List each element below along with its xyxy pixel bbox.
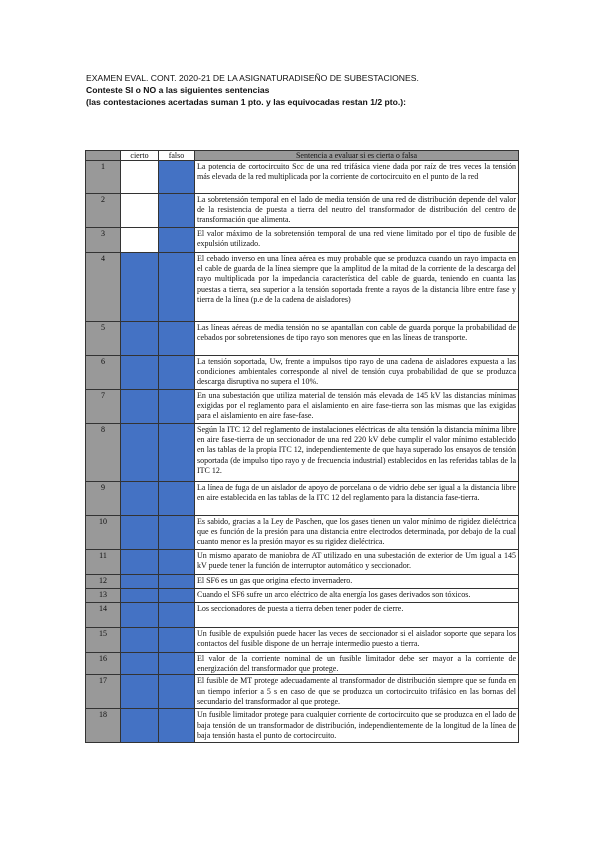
answer-cierto-cell[interactable] bbox=[121, 390, 159, 424]
question-number: 11 bbox=[86, 550, 121, 575]
answer-cierto-cell[interactable] bbox=[121, 628, 159, 653]
header-sentence: Sentencia a evaluar si es cierta o falsa bbox=[195, 151, 519, 161]
question-sentence: Cuando el SF6 sufre un arco eléctrico de alta energía los gases derivados son tóxicos. bbox=[195, 589, 519, 603]
answer-falso-cell[interactable] bbox=[159, 161, 195, 194]
question-sentence: Es sabido, gracias a la Ley de Paschen, que los gases tienen un valor mínimo de rigidez dieléctrica que es función de la presión para una distancia entre electrodos determinada, por debajo de la cual cuanto menor es la presión mayor es su rigidez dieléctrica. bbox=[195, 516, 519, 550]
answer-falso-cell[interactable] bbox=[159, 482, 195, 516]
table-row bbox=[86, 550, 519, 575]
answer-falso-cell[interactable] bbox=[159, 424, 195, 482]
answer-falso-cell[interactable] bbox=[159, 390, 195, 424]
question-sentence: Un mismo aparato de maniobra de AT utilizado en una subestación de exterior de Um igual a 145 kV puede tener la función de interruptor automático y seccionador. bbox=[195, 550, 519, 575]
answer-falso-cell[interactable] bbox=[159, 653, 195, 675]
answer-falso-cell[interactable] bbox=[159, 709, 195, 743]
question-sentence: Las líneas aéreas de media tensión no se apantallan con cable de guarda porque la probabilidad de cebados por sobretensiones de tipo rayo son menores que en las líneas de transporte. bbox=[195, 322, 519, 356]
question-number: 10 bbox=[86, 516, 121, 550]
question-sentence: El valor máximo de la sobretensión temporal de una red viene limitado por el tipo de fusible de expulsión utilizado. bbox=[195, 228, 519, 253]
answer-cierto-cell[interactable] bbox=[121, 516, 159, 550]
answer-falso-cell[interactable] bbox=[159, 356, 195, 390]
question-number: 18 bbox=[86, 709, 121, 743]
table-row bbox=[86, 589, 519, 603]
table-row bbox=[86, 482, 519, 516]
table-header-row bbox=[86, 151, 519, 161]
question-number: 13 bbox=[86, 589, 121, 603]
table-row bbox=[86, 516, 519, 550]
table-row bbox=[86, 322, 519, 356]
question-number: 17 bbox=[86, 675, 121, 709]
question-sentence: La sobretensión temporal en el lado de media tensión de una red de distribución depende del valor de la resistencia de puesta a tierra del neutro del transformador de distribución del centro de transformación que alimenta. bbox=[195, 194, 519, 228]
question-number: 14 bbox=[86, 603, 121, 628]
answer-falso-cell[interactable] bbox=[159, 194, 195, 228]
table-row bbox=[86, 390, 519, 424]
question-sentence: En una subestación que utiliza material de tensión más elevada de 145 kV las distancias mínimas exigidas por el reglamento para el aislamiento en aire fase-tierra son las mismas que las exigidas para el aislamiento en aire fase-fase. bbox=[195, 390, 519, 424]
exam-scoring-note: (las contestaciones acertadas suman 1 pto. y las equivocadas restan 1/2 pto.): bbox=[86, 97, 406, 107]
question-sentence: Los seccionadores de puesta a tierra deben tener poder de cierre. bbox=[195, 603, 519, 628]
exam-questions-table bbox=[85, 150, 519, 743]
answer-falso-cell[interactable] bbox=[159, 550, 195, 575]
answer-cierto-cell[interactable] bbox=[121, 424, 159, 482]
table-row bbox=[86, 675, 519, 709]
header-number bbox=[86, 151, 121, 161]
question-number: 7 bbox=[86, 390, 121, 424]
answer-cierto-cell[interactable] bbox=[121, 653, 159, 675]
answer-cierto-cell[interactable] bbox=[121, 322, 159, 356]
answer-cierto-cell[interactable] bbox=[121, 575, 159, 589]
question-number: 6 bbox=[86, 356, 121, 390]
answer-cierto-cell[interactable] bbox=[121, 161, 159, 194]
question-number: 4 bbox=[86, 253, 121, 322]
table-row bbox=[86, 603, 519, 628]
table-row bbox=[86, 424, 519, 482]
question-sentence: El fusible de MT protege adecuadamente al transformador de distribución siempre que se funda en un tiempo inferior a 5 s en caso de que se produzca un cortocircuito trifásico en las bornas del secundario del transformador al que protege. bbox=[195, 675, 519, 709]
question-number: 5 bbox=[86, 322, 121, 356]
question-sentence: Según la ITC 12 del reglamento de instalaciones eléctricas de alta tensión la distancia mínima libre en aire fase-tierra de un seccionador de una red 220 kV debe cumplir el valor mínimo establecido en las tablas de la propia ITC 12, independientemente de que haya superado los ensayos de tensión soportada (de impulso tipo rayo y de frecuencia industrial) establecidos en las referidas tablas de la ITC 12. bbox=[195, 424, 519, 482]
answer-falso-cell[interactable] bbox=[159, 228, 195, 253]
question-sentence: El cebado inverso en una línea aérea es muy probable que se produzca cuando un rayo impacta en el cable de guarda de la línea siempre que la amplitud de la mitad de la corriente de la descarga del rayo multiplicada por la impedancia característica del cable de guarda, teniendo en cuanta las puestas a tierra, sea superior a la tensión soportada frente a rayos de la distancia libre entre fase y tierra de la línea (p.e de la cadena de aisladores) bbox=[195, 253, 519, 322]
answer-falso-cell[interactable] bbox=[159, 628, 195, 653]
answer-cierto-cell[interactable] bbox=[121, 550, 159, 575]
question-sentence: La línea de fuga de un aislador de apoyo de porcelana o de vidrio debe ser igual a la distancia libre en aire establecida en las tablas de la ITC 12 del reglamento para la distancia fase-tierra. bbox=[195, 482, 519, 516]
table-row bbox=[86, 575, 519, 589]
table-row bbox=[86, 628, 519, 653]
table-row bbox=[86, 228, 519, 253]
answer-cierto-cell[interactable] bbox=[121, 253, 159, 322]
question-number: 9 bbox=[86, 482, 121, 516]
answer-cierto-cell[interactable] bbox=[121, 482, 159, 516]
answer-falso-cell[interactable] bbox=[159, 603, 195, 628]
answer-cierto-cell[interactable] bbox=[121, 589, 159, 603]
table-row bbox=[86, 709, 519, 743]
question-number: 3 bbox=[86, 228, 121, 253]
question-sentence: Un fusible limitador protege para cualquier corriente de cortocircuito que se produzca en el lado de baja tensión de un transformador de distribución, independientemente de la longitud de la línea de baja tensión hasta el punto de cortocircuito. bbox=[195, 709, 519, 743]
answer-falso-cell[interactable] bbox=[159, 675, 195, 709]
answer-falso-cell[interactable] bbox=[159, 589, 195, 603]
answer-falso-cell[interactable] bbox=[159, 516, 195, 550]
question-sentence: El SF6 es un gas que origina efecto invernadero. bbox=[195, 575, 519, 589]
question-number: 2 bbox=[86, 194, 121, 228]
exam-instructions: Conteste SI o NO a las siguientes sentencias bbox=[86, 85, 270, 95]
question-number: 8 bbox=[86, 424, 121, 482]
table-row bbox=[86, 653, 519, 675]
answer-cierto-cell[interactable] bbox=[121, 603, 159, 628]
answer-cierto-cell[interactable] bbox=[121, 709, 159, 743]
answer-cierto-cell[interactable] bbox=[121, 194, 159, 228]
answer-cierto-cell[interactable] bbox=[121, 228, 159, 253]
question-number: 16 bbox=[86, 653, 121, 675]
answer-falso-cell[interactable] bbox=[159, 575, 195, 589]
exam-header bbox=[86, 72, 566, 108]
question-sentence: La tensión soportada, Uw, frente a impulsos tipo rayo de una cadena de aisladores expuesta a las condiciones ambientales corresponde al nivel de tensión cuya probabilidad de que se produzca descarga disruptiva no supera el 10%. bbox=[195, 356, 519, 390]
question-number: 1 bbox=[86, 161, 121, 194]
table-row bbox=[86, 194, 519, 228]
answer-cierto-cell[interactable] bbox=[121, 356, 159, 390]
question-sentence: Un fusible de expulsión puede hacer las veces de seccionador si el aislador soporte que separa los contactos del fusible dispone de un herraje intermedio puesto a tierra. bbox=[195, 628, 519, 653]
question-number: 12 bbox=[86, 575, 121, 589]
table-row bbox=[86, 161, 519, 194]
table-row bbox=[86, 356, 519, 390]
answer-cierto-cell[interactable] bbox=[121, 675, 159, 709]
answer-falso-cell[interactable] bbox=[159, 322, 195, 356]
header-cierto: cierto bbox=[121, 151, 159, 161]
answer-falso-cell[interactable] bbox=[159, 253, 195, 322]
header-falso: falso bbox=[159, 151, 195, 161]
question-number: 15 bbox=[86, 628, 121, 653]
exam-title: EXAMEN EVAL. CONT. 2020-21 DE LA ASIGNATURADISEÑO DE SUBESTACIONES. bbox=[86, 73, 419, 83]
table-row bbox=[86, 253, 519, 322]
question-sentence: La potencia de cortocircuito Scc de una red trifásica viene dada por raíz de tres veces la tensión más elevada de la red multiplicada por la corriente de cortocircuito en el punto de la red bbox=[195, 161, 519, 194]
question-sentence: El valor de la corriente nominal de un fusible limitador debe ser mayor a la corriente de energización del transformador que protege. bbox=[195, 653, 519, 675]
